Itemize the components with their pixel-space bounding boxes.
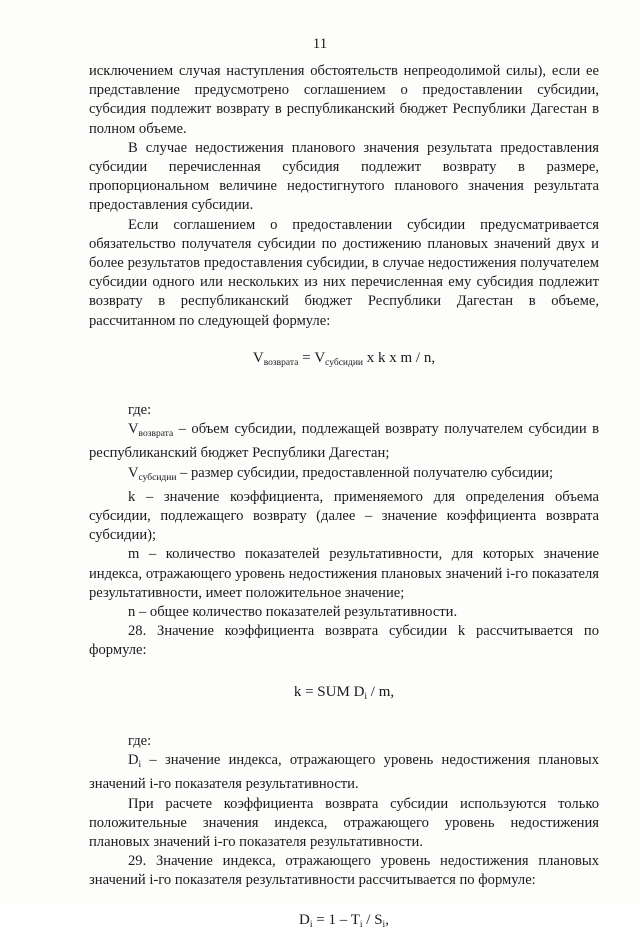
paragraph-2: В случае недостижения планового значения результата предоставления субсидии перечисленная субсидия подлежит возврату в размере, пропорциональном величине недостигнутого планового значения результата предоставления субсидии. [89,139,599,214]
formula-symbol: D [299,911,310,928]
page-number: 11 [312,36,328,52]
paragraph-calculation: При расчете коэффициента возврата субсидии используются только положительные значения индекса, отражающего уровень недостижения плановых значений i-го показателя результативности. [89,795,599,850]
formula-subscript: i [382,919,386,930]
formula-subscript: i [309,919,313,930]
definition-symbol: V [128,464,139,481]
formula-left: k = SUM D [293,683,365,700]
formula-end: , [385,911,389,928]
formula-right: / m, [367,683,395,700]
definition-subscript: i [138,760,142,771]
formula-subscript: возврата [263,357,299,368]
formula-symbol: V [314,349,326,366]
definition-symbol: D [128,752,139,769]
definition-di [89,751,599,794]
formula-subscript: i [359,919,363,930]
definition-subscript: субсидии [138,472,177,483]
formula-volume-return [89,349,599,373]
formula-div: / S [362,911,383,928]
formula-subscript: i [364,691,368,702]
paragraph-29: 29. Значение индекса, отражающего уровень недостижения плановых значений i-го показателя результативности рассчитывается по формуле: [89,853,599,889]
definition-subscript: возврата [138,429,174,440]
definition-symbol: V [128,421,139,438]
formula-coefficient [89,683,599,707]
formula-subscript: субсидии [325,357,364,368]
paragraph-1: исключением случая наступления обстоятельств непреодолимой силы), если ее представление предусмотрено соглашением о предоставлении субсидии, субсидия подлежит возврату в республиканский бюджет Республики Дагестан в полном объеме. [89,63,599,137]
definition-v-return [89,420,599,463]
definition-text: – объем субсидии, подлежащей возврату получателем субсидии в республиканский бюджет Республики Дагестан; [89,421,599,462]
document-body [89,62,599,935]
formula-index [89,911,599,935]
definition-n: n – общее количество показателей результативности. [128,604,458,621]
definition-text: – значение индекса, отражающего уровень недостижения плановых значений i-го показателя результативности. [89,752,599,793]
definition-text: – размер субсидии, предоставленной получателю субсидии; [176,464,554,481]
formula-equals: = [298,349,315,366]
formula-symbol: V [252,349,264,366]
where-label-1: где: [128,402,152,419]
where-label-2: где: [128,732,152,749]
paragraph-3: Если соглашением о предоставлении субсидии предусматривается обязательство получателя субсидии по достижению плановых значений двух и более результатов предоставления субсидии, в случае недостижения получателем субсидии одного или нескольких из них перечисленная ему субсидия подлежит возврату в республиканский бюджет Республики Дагестан в объеме, рассчитанном по следующей формуле: [89,216,599,329]
formula-mid: = 1 – T [312,911,360,928]
definition-m: m – количество показателей результативности, для которых значение индекса, отражающего уровень недостижения плановых значений i-го показателя результативности, имеет положительное значение; [89,546,599,601]
formula-rest: x k x m / n, [363,349,436,366]
definition-k: k – значение коэффициента, применяемого для определения объема субсидии, подлежащего возврату (далее – значение коэффициента возврата субсидии); [89,488,599,544]
definition-v-subsidy [89,464,599,488]
paragraph-28: 28. Значение коэффициента возврата субсидии k рассчитывается по формуле: [89,623,599,659]
